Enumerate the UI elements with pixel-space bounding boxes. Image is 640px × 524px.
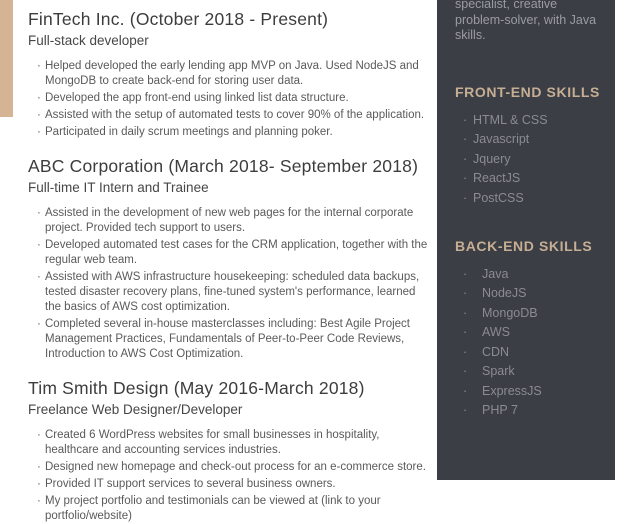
skill-label: PHP 7 [482,403,518,417]
front-end-skills-heading: FRONT-END SKILLS [455,83,600,100]
bullet-text: Completed several in-house masterclasses including: Best Agile Project Management Practices, Fundamentals of Peer-to-Peer Code Reviews, Introduction to AWS Cost Optimization. [45,318,410,360]
sidebar-intro-text: specialist, creative problem-solver, with Java skills. [455,0,597,42]
bullet-text: Developed automated test cases for the CRM application, together with the regular web team. [45,239,428,266]
bullet-item [37,477,431,492]
skill-label: Spark [482,364,515,378]
bullet-icon: · [37,478,41,490]
skill-item [463,192,605,205]
skill-label: Java [482,266,509,281]
bullet-item [37,238,431,268]
company-heading: Tim Smith Design (May 2016-March 2018) [28,378,365,398]
bullet-icon: · [37,461,41,473]
bullet-item [37,91,431,106]
skills-sidebar [437,0,615,480]
bullet-icon: · [463,364,468,378]
skill-item [463,326,605,339]
skill-label: Jquery [473,151,511,166]
bullet-text: Assisted in the development of new web pages for the internal corporate project. Provided tech support to users. [45,207,414,234]
bullet-icon: · [37,429,41,441]
skill-label: Javascript [473,132,530,146]
bullet-icon: · [37,92,41,104]
bullet-icon: · [37,207,41,219]
bullet-icon: · [37,318,41,330]
bullet-text: Created 6 WordPress websites for small businesses in hospitality, healthcare and accounting services industries. [45,429,380,456]
experience-bullet-list [28,59,431,140]
bullet-icon: · [37,109,41,121]
bullet-icon: · [463,325,468,339]
bullet-icon: · [37,239,41,251]
skill-label: CDN [482,344,510,359]
skill-item [463,365,605,378]
bullet-icon: · [463,132,468,146]
skill-item [463,172,605,185]
bullet-icon: · [463,190,468,205]
back-end-skills-heading: BACK-END SKILLS [455,237,593,254]
bullet-icon: · [463,344,468,359]
skill-item [463,307,605,320]
skill-item [463,346,605,359]
bullet-text: Developed the app front-end using linked list data structure. [45,92,349,104]
skill-item [463,114,605,127]
skill-label: ReactJS [473,171,521,185]
bullet-item [37,125,431,140]
bullet-icon: · [463,383,468,398]
skill-item [463,287,605,300]
bullet-text: Designed new homepage and check-out process for an e-commerce store. [45,461,426,473]
role-subtitle: Freelance Web Designer/Developer [28,402,243,417]
bullet-item [37,494,431,524]
skill-label: ExpressJS [482,383,542,398]
bullet-icon: · [37,60,41,72]
bullet-item [37,108,431,123]
bullet-icon: · [37,271,41,283]
skill-item [463,268,605,281]
skill-label: NodeJS [482,286,527,300]
bullet-item [37,206,431,236]
bullet-item [37,270,431,315]
bullet-item [37,59,431,89]
skill-label: AWS [482,325,511,339]
bullet-item [37,317,431,362]
experience-section-timsmith [28,377,431,524]
bullet-item [37,428,431,458]
bullet-icon: · [463,286,468,300]
skill-item [463,404,605,417]
company-heading: FinTech Inc. (October 2018 - Present) [28,9,329,29]
front-end-skills-list [455,114,605,205]
role-subtitle: Full-stack developer [28,33,149,48]
skill-label: HTML & CSS [473,112,548,127]
bullet-icon: · [463,305,468,320]
bullet-icon: · [463,151,468,166]
skill-item [463,153,605,166]
skill-item [463,133,605,146]
bullet-text: Participated in daily scrum meetings and planning poker. [45,126,333,138]
bullet-icon: · [463,112,468,127]
bullet-text: Provided IT support services to several business owners. [45,478,336,490]
bullet-text: Assisted with AWS infrastructure housekeeping: scheduled data backups, tested disaster recovery plans, fine-tuned system's performance, learned the basics of AWS cost optimization. [45,271,420,313]
experience-section-abc [28,155,431,362]
bullet-icon: · [37,126,41,138]
skill-label: MongoDB [482,305,538,320]
experience-bullet-list [28,428,431,524]
experience-bullet-list [28,206,431,362]
skill-item [463,385,605,398]
bullet-icon: · [463,403,468,417]
company-heading: ABC Corporation (March 2018- September 2018) [28,156,419,176]
skill-label: PostCSS [473,190,524,205]
bullet-text: Helped developed the early lending app MVP on Java. Used NodeJS and MongoDB to create back-end for storing user data. [45,60,419,87]
bullet-icon: · [463,266,468,281]
back-end-skills-list [455,268,605,418]
bullet-item [37,460,431,475]
role-subtitle: Full-time IT Intern and Trainee [28,180,209,195]
bullet-icon: · [37,495,41,507]
bullet-text: My project portfolio and testimonials can be viewed at (link to your portfolio/website) [45,495,381,522]
experience-section-fintech [28,8,431,140]
bullet-icon: · [463,171,468,185]
bullet-text: Assisted with the setup of automated tests to cover 90% of the application. [45,109,425,121]
